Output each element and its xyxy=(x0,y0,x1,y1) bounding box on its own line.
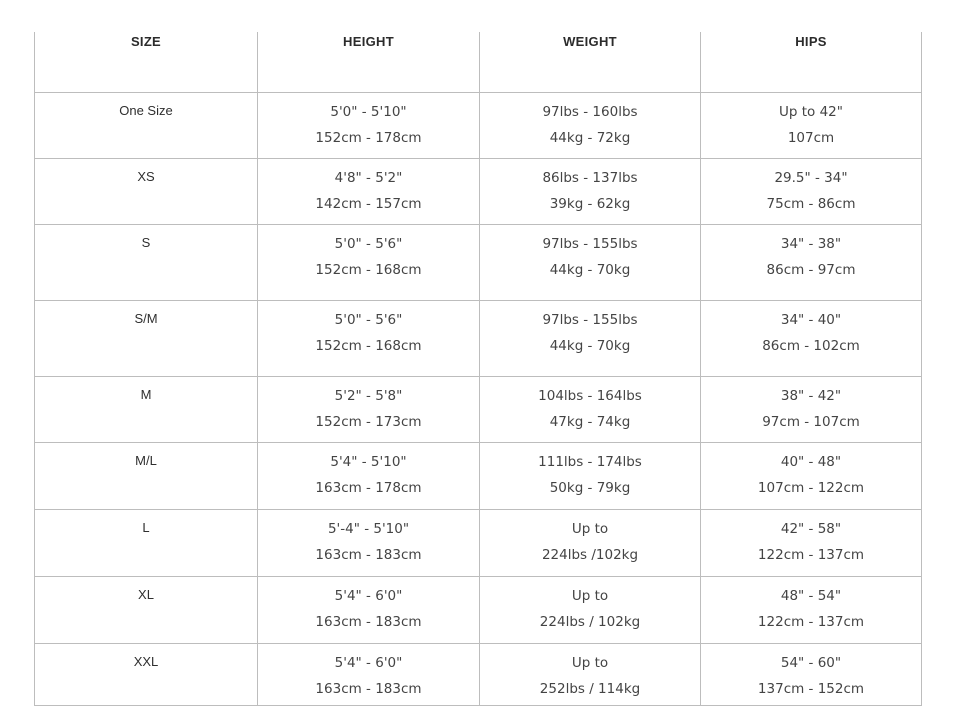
hips-cell xyxy=(700,159,921,224)
table-row xyxy=(35,443,921,510)
hips-imperial: 29.5" - 34" xyxy=(774,170,848,186)
height-cell xyxy=(257,377,479,442)
height-cell xyxy=(257,443,479,509)
size-cell: XS xyxy=(137,169,155,184)
weight-imperial: Up to xyxy=(571,588,609,604)
height-metric: 142cm - 157cm xyxy=(315,196,422,212)
hips-metric: 86cm - 102cm xyxy=(762,338,860,354)
hips-cell xyxy=(700,225,921,300)
size-cell: One Size xyxy=(119,103,173,118)
weight-imperial: 97lbs - 155lbs xyxy=(542,236,638,252)
height-imperial: 5'4" - 6'0" xyxy=(334,588,403,604)
height-imperial: 5'4" - 6'0" xyxy=(334,655,403,671)
weight-imperial: Up to xyxy=(571,521,609,537)
table-row xyxy=(35,225,921,301)
height-metric: 152cm - 178cm xyxy=(315,130,422,146)
height-metric: 163cm - 183cm xyxy=(315,681,422,697)
table-header-row xyxy=(35,32,921,93)
table-row xyxy=(35,159,921,225)
size-cell: S xyxy=(141,235,151,250)
hips-imperial: Up to 42" xyxy=(779,104,843,120)
header-height: HEIGHT xyxy=(257,32,479,92)
hips-metric: 107cm - 122cm xyxy=(757,480,865,496)
weight-metric: 224lbs / 102kg xyxy=(539,614,641,630)
height-cell xyxy=(257,644,479,705)
table-row xyxy=(35,93,921,159)
height-imperial: 5'-4" - 5'10" xyxy=(327,521,410,537)
hips-cell xyxy=(700,577,921,643)
height-metric: 152cm - 168cm xyxy=(315,262,422,278)
height-imperial: 5'0" - 5'6" xyxy=(334,312,403,328)
hips-cell xyxy=(700,301,921,376)
height-cell xyxy=(257,577,479,643)
size-cell: M/L xyxy=(135,453,157,468)
hips-cell xyxy=(700,93,921,158)
height-metric: 163cm - 183cm xyxy=(315,614,422,630)
height-imperial: 4'8" - 5'2" xyxy=(334,170,403,186)
weight-imperial: 97lbs - 155lbs xyxy=(542,312,638,328)
weight-cell xyxy=(479,301,700,376)
weight-cell xyxy=(479,225,700,300)
weight-imperial: 111lbs - 174lbs xyxy=(538,454,642,470)
weight-imperial: 104lbs - 164lbs xyxy=(538,388,642,404)
weight-metric: 252lbs / 114kg xyxy=(539,681,641,697)
height-imperial: 5'0" - 5'10" xyxy=(330,104,407,120)
height-imperial: 5'2" - 5'8" xyxy=(334,388,403,404)
table-row xyxy=(35,577,921,644)
weight-cell xyxy=(479,644,700,705)
height-cell xyxy=(257,301,479,376)
hips-metric: 75cm - 86cm xyxy=(766,196,856,212)
weight-metric: 44kg - 70kg xyxy=(549,338,631,354)
table-row xyxy=(35,377,921,443)
hips-metric: 86cm - 97cm xyxy=(766,262,856,278)
weight-cell xyxy=(479,93,700,158)
hips-imperial: 34" - 38" xyxy=(780,236,842,252)
table-row xyxy=(35,301,921,377)
weight-metric: 47kg - 74kg xyxy=(549,414,631,430)
hips-cell xyxy=(700,510,921,576)
size-cell: S/M xyxy=(134,311,158,326)
table-row xyxy=(35,510,921,577)
weight-metric: 50kg - 79kg xyxy=(549,480,631,496)
hips-imperial: 54" - 60" xyxy=(780,655,842,671)
hips-metric: 97cm - 107cm xyxy=(762,414,860,430)
weight-cell xyxy=(479,443,700,509)
hips-cell xyxy=(700,644,921,705)
header-hips: HIPS xyxy=(700,32,921,92)
hips-cell xyxy=(700,377,921,442)
height-metric: 163cm - 178cm xyxy=(315,480,422,496)
hips-metric: 107cm xyxy=(787,130,835,146)
hips-imperial: 34" - 40" xyxy=(780,312,842,328)
height-imperial: 5'0" - 5'6" xyxy=(334,236,403,252)
weight-cell xyxy=(479,377,700,442)
size-chart-table xyxy=(34,32,922,706)
hips-metric: 137cm - 152cm xyxy=(757,681,865,697)
weight-imperial: Up to xyxy=(571,655,609,671)
height-metric: 152cm - 173cm xyxy=(315,414,422,430)
weight-cell xyxy=(479,159,700,224)
hips-cell xyxy=(700,443,921,509)
height-metric: 152cm - 168cm xyxy=(315,338,422,354)
weight-imperial: 97lbs - 160lbs xyxy=(542,104,638,120)
hips-metric: 122cm - 137cm xyxy=(757,614,865,630)
weight-metric: 44kg - 70kg xyxy=(549,262,631,278)
size-cell: M xyxy=(140,387,152,402)
hips-metric: 122cm - 137cm xyxy=(757,547,865,563)
height-cell xyxy=(257,159,479,224)
weight-metric: 224lbs /102kg xyxy=(541,547,639,563)
size-cell: XXL xyxy=(133,654,159,669)
weight-imperial: 86lbs - 137lbs xyxy=(542,170,638,186)
hips-imperial: 48" - 54" xyxy=(780,588,842,604)
height-imperial: 5'4" - 5'10" xyxy=(330,454,407,470)
header-weight: WEIGHT xyxy=(479,32,700,92)
weight-cell xyxy=(479,510,700,576)
header-size: SIZE xyxy=(130,34,162,49)
hips-imperial: 40" - 48" xyxy=(780,454,842,470)
weight-cell xyxy=(479,577,700,643)
height-cell xyxy=(257,510,479,576)
hips-imperial: 42" - 58" xyxy=(780,521,842,537)
size-cell: L xyxy=(142,520,150,535)
size-cell: XL xyxy=(138,587,154,602)
weight-metric: 39kg - 62kg xyxy=(549,196,631,212)
height-cell xyxy=(257,93,479,158)
height-cell xyxy=(257,225,479,300)
table-row xyxy=(35,644,921,706)
weight-metric: 44kg - 72kg xyxy=(549,130,631,146)
height-metric: 163cm - 183cm xyxy=(315,547,422,563)
hips-imperial: 38" - 42" xyxy=(780,388,842,404)
